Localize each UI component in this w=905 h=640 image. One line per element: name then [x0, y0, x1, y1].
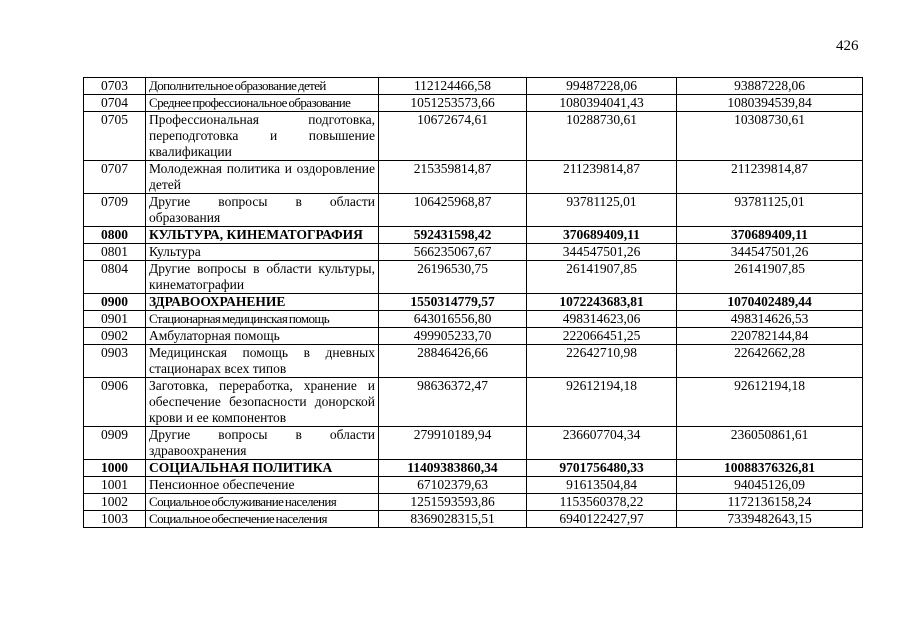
row-value-1-cell: 279910189,94: [379, 427, 527, 460]
row-value-3-cell: 211239814,87: [677, 161, 863, 194]
row-value-2-cell: 236607704,34: [527, 427, 677, 460]
row-name-cell: Дополнительное образование детей: [146, 78, 379, 95]
row-name-cell: КУЛЬТУРА, КИНЕМАТОГРАФИЯ: [146, 227, 379, 244]
row-value-1-cell: 1550314779,57: [379, 294, 527, 311]
row-value-1-cell: 215359814,87: [379, 161, 527, 194]
table-row: [84, 477, 863, 494]
row-name-cell: Молодежная политика и оздоровление детей: [146, 161, 379, 194]
row-code-cell: 1002: [84, 494, 146, 511]
table-row: [84, 294, 863, 311]
row-code-cell: 0900: [84, 294, 146, 311]
row-code-cell: 1000: [84, 460, 146, 477]
row-code-cell: 1003: [84, 511, 146, 528]
row-code-cell: 0801: [84, 244, 146, 261]
row-name-cell: Культура: [146, 244, 379, 261]
table-row: [84, 194, 863, 227]
row-value-1-cell: 98636372,47: [379, 378, 527, 427]
row-value-2-cell: 10288730,61: [527, 112, 677, 161]
table-row: [84, 227, 863, 244]
row-value-1-cell: 26196530,75: [379, 261, 527, 294]
table-row: [84, 112, 863, 161]
row-value-3-cell: 10088376326,81: [677, 460, 863, 477]
table-row: [84, 511, 863, 528]
row-value-1-cell: 11409383860,34: [379, 460, 527, 477]
row-name-cell: Социальное обслуживание населения: [146, 494, 379, 511]
row-value-3-cell: 92612194,18: [677, 378, 863, 427]
row-value-2-cell: 6940122427,97: [527, 511, 677, 528]
row-code-cell: 0909: [84, 427, 146, 460]
row-value-3-cell: 93781125,01: [677, 194, 863, 227]
row-value-3-cell: 236050861,61: [677, 427, 863, 460]
row-code-cell: 0901: [84, 311, 146, 328]
row-name-cell: Профессиональная подготовка, переподготовка и повышение квалификации: [146, 112, 379, 161]
table-row: [84, 95, 863, 112]
table-row: [84, 244, 863, 261]
table-row: [84, 345, 863, 378]
row-code-cell: 0705: [84, 112, 146, 161]
row-value-1-cell: 1251593593,86: [379, 494, 527, 511]
row-code-cell: 1001: [84, 477, 146, 494]
table-row: [84, 161, 863, 194]
row-value-3-cell: 94045126,09: [677, 477, 863, 494]
row-value-1-cell: 592431598,42: [379, 227, 527, 244]
row-value-2-cell: 26141907,85: [527, 261, 677, 294]
row-value-2-cell: 99487228,06: [527, 78, 677, 95]
row-value-2-cell: 222066451,25: [527, 328, 677, 345]
row-value-2-cell: 344547501,26: [527, 244, 677, 261]
row-value-3-cell: 498314626,53: [677, 311, 863, 328]
row-value-1-cell: 566235067,67: [379, 244, 527, 261]
row-code-cell: 0704: [84, 95, 146, 112]
row-code-cell: 0703: [84, 78, 146, 95]
row-name-cell: Другие вопросы в области культуры, кинематографии: [146, 261, 379, 294]
table-row: [84, 328, 863, 345]
row-value-3-cell: 1172136158,24: [677, 494, 863, 511]
row-value-1-cell: 106425968,87: [379, 194, 527, 227]
row-value-2-cell: 211239814,87: [527, 161, 677, 194]
table-row: [84, 261, 863, 294]
row-name-cell: Медицинская помощь в дневных стационарах всех типов: [146, 345, 379, 378]
row-value-3-cell: 26141907,85: [677, 261, 863, 294]
row-value-3-cell: 1080394539,84: [677, 95, 863, 112]
row-name-cell: Амбулаторная помощь: [146, 328, 379, 345]
row-value-1-cell: 67102379,63: [379, 477, 527, 494]
table-row: [84, 427, 863, 460]
row-code-cell: 0804: [84, 261, 146, 294]
row-value-3-cell: 7339482643,15: [677, 511, 863, 528]
row-name-cell: Другие вопросы в области здравоохранения: [146, 427, 379, 460]
row-value-3-cell: 93887228,06: [677, 78, 863, 95]
row-value-3-cell: 22642662,28: [677, 345, 863, 378]
row-value-1-cell: 1051253573,66: [379, 95, 527, 112]
row-value-1-cell: 112124466,58: [379, 78, 527, 95]
row-name-cell: Среднее профессиональное образование: [146, 95, 379, 112]
table-row: [84, 494, 863, 511]
row-code-cell: 0903: [84, 345, 146, 378]
page-number: 426: [836, 38, 859, 54]
row-value-1-cell: 10672674,61: [379, 112, 527, 161]
table-row: [84, 78, 863, 95]
row-value-2-cell: 91613504,84: [527, 477, 677, 494]
row-value-2-cell: 370689409,11: [527, 227, 677, 244]
row-value-2-cell: 1153560378,22: [527, 494, 677, 511]
row-code-cell: 0906: [84, 378, 146, 427]
row-name-cell: Пенсионное обеспечение: [146, 477, 379, 494]
table-row: [84, 311, 863, 328]
row-value-3-cell: 220782144,84: [677, 328, 863, 345]
row-name-cell: Другие вопросы в области образования: [146, 194, 379, 227]
row-value-2-cell: 92612194,18: [527, 378, 677, 427]
row-value-3-cell: 10308730,61: [677, 112, 863, 161]
row-code-cell: 0800: [84, 227, 146, 244]
row-value-1-cell: 499905233,70: [379, 328, 527, 345]
row-code-cell: 0707: [84, 161, 146, 194]
row-code-cell: 0709: [84, 194, 146, 227]
table-row: [84, 378, 863, 427]
row-name-cell: Заготовка, переработка, хранение и обеспечение безопасности донорской крови и ее компонентов: [146, 378, 379, 427]
budget-table-body: [84, 78, 863, 528]
row-value-2-cell: 93781125,01: [527, 194, 677, 227]
row-name-cell: Социальное обеспечение населения: [146, 511, 379, 528]
row-name-cell: Стационарная медицинская помощь: [146, 311, 379, 328]
table-row: [84, 460, 863, 477]
row-value-1-cell: 28846426,66: [379, 345, 527, 378]
row-value-3-cell: 370689409,11: [677, 227, 863, 244]
row-value-1-cell: 643016556,80: [379, 311, 527, 328]
row-value-2-cell: 498314623,06: [527, 311, 677, 328]
row-value-2-cell: 1080394041,43: [527, 95, 677, 112]
budget-table: [83, 77, 863, 528]
row-value-3-cell: 344547501,26: [677, 244, 863, 261]
row-code-cell: 0902: [84, 328, 146, 345]
row-name-cell: СОЦИАЛЬНАЯ ПОЛИТИКА: [146, 460, 379, 477]
row-value-3-cell: 1070402489,44: [677, 294, 863, 311]
row-value-2-cell: 22642710,98: [527, 345, 677, 378]
row-value-1-cell: 8369028315,51: [379, 511, 527, 528]
row-value-2-cell: 1072243683,81: [527, 294, 677, 311]
row-name-cell: ЗДРАВООХРАНЕНИЕ: [146, 294, 379, 311]
row-value-2-cell: 9701756480,33: [527, 460, 677, 477]
